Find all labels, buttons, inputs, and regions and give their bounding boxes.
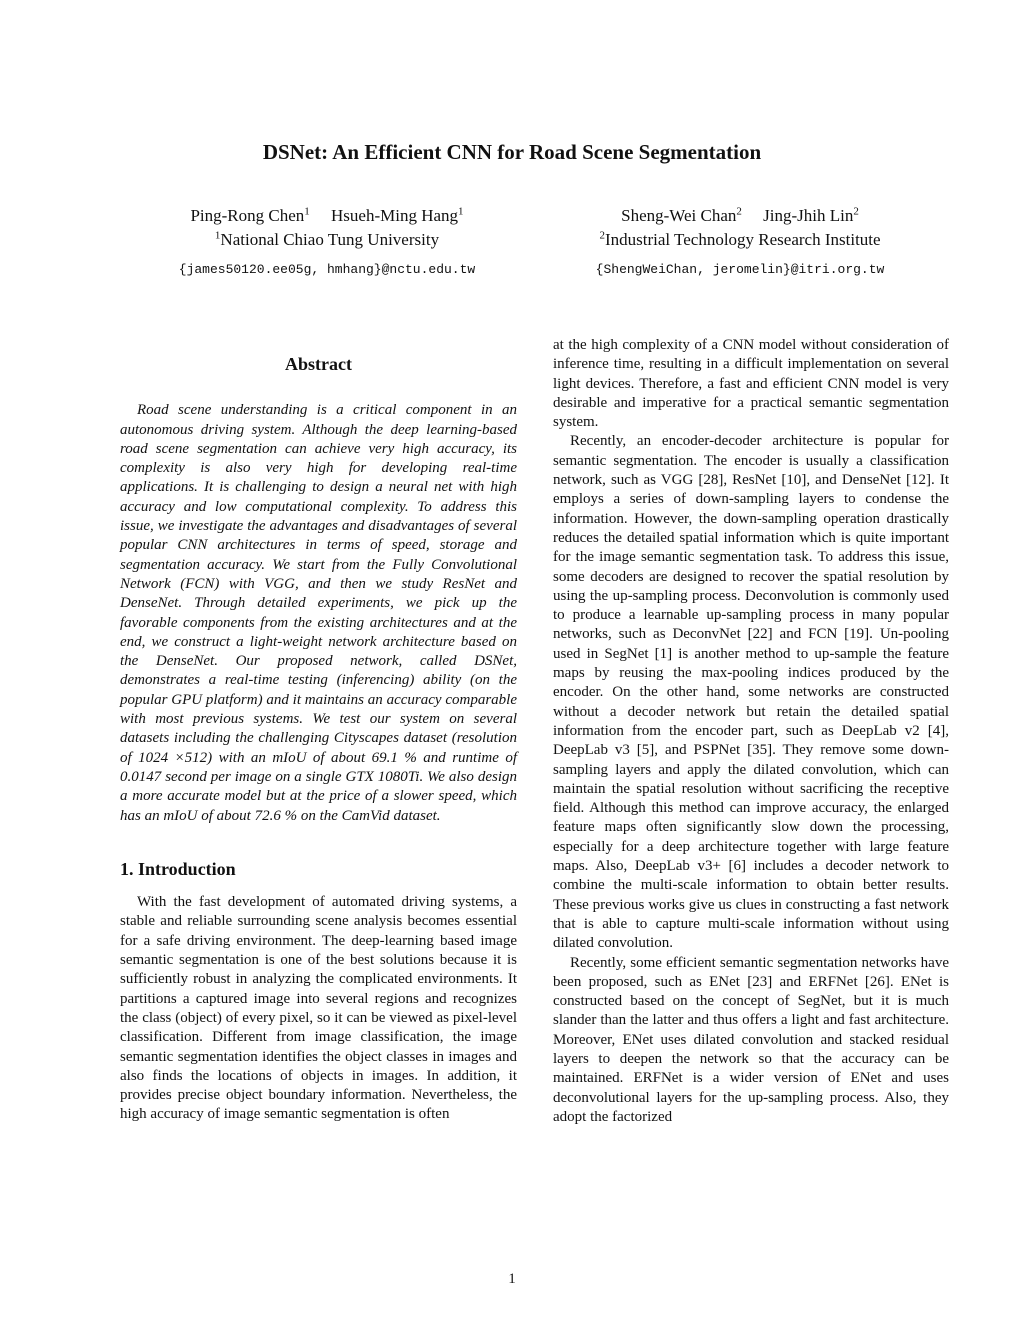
author-names-right — [531, 204, 949, 228]
author-superscript: 1 — [458, 205, 464, 218]
institution-superscript: 2 — [599, 229, 605, 242]
affiliation-left — [120, 204, 534, 282]
author-name: Jing-Jhih Lin — [763, 206, 854, 225]
affiliation-right — [531, 204, 949, 282]
institution-name: National Chiao Tung University — [220, 230, 440, 249]
email-left: {james50120.ee05g, hmhang}@nctu.edu.tw — [178, 262, 476, 277]
institution-name: Industrial Technology Research Institute — [604, 230, 881, 249]
right-column — [553, 336, 949, 1127]
author-names-left — [120, 204, 534, 228]
author-superscript: 2 — [736, 205, 742, 218]
body-paragraph: Recently, some efficient semantic segmentation networks have been proposed, such as ENet [23] and ERFNet [26]. ENet is constructed based on the concept of SegNet, but it is much slander than the latter and thus offers a light and fast architecture. Moreover, ENet uses dilated convolution and stacked residual layers to deepen the network so that the accuracy can be maintained. ERFNet is a wider version of ENet and uses deconvolutional layers for the up-sampling process. Also, they adopt the factorized — [553, 954, 949, 1125]
abstract-text: Road scene understanding is a critical component in an autonomous driving system. Although the deep learning-based road scene segmentation can achieve very high accuracy, its complexity is also very high for developing real-time applications. It is challenging to design a neural net with high accuracy and low computational complexity. To address this issue, we investigate the advantages and disadvantages of several popular CNN architectures in terms of speed, storage and segmentation accuracy. We start from the Fully Convolutional Network (FCN) with VGG, and then we study ResNet and DenseNet. Through detailed experiments, we pick up the favorable components from the existing architectures and at the end, we construct a light-weight network architecture based on the DenseNet. Our proposed network, called DSNet, demonstrates a real-time testing (inferencing) ability (on the popular GPU platform) and it maintains an accuracy comparable with most previous systems. We test our system on several datasets including the challenging Cityscapes dataset (resolution of 1024 ×512) with an mIoU of about 69.1 % and runtime of 0.0147 second per image on a single GTX 1080Ti. We also design a more accurate model but at the price of a slower speed, which has an mIoU of about 72.6 % on the CamVid dataset. — [120, 402, 517, 824]
left-column — [120, 355, 517, 1125]
introduction-paragraph: With the fast development of automated driving systems, a stable and reliable surrounding scene analysis becomes essential for a safe driving environment. The deep-learning based image semantic segmentation is one of the best solutions because it is sufficiently robust in analyzing the complicated environments. It partitions a captured image into several regions and recognizes the class (object) of every pixel, so it can be viewed as pixel-level classification. Different from image classification, the image semantic segmentation identifies the object classes in images and also finds the locations of objects in images. In addition, it provides precise object boundary information. Nevertheless, the high accuracy of image semantic segmentation is often — [120, 894, 517, 1123]
page-number: 1 — [508, 1271, 516, 1287]
author-name: Sheng-Wei Chan — [621, 206, 737, 225]
paper-title: DSNet: An Efficient CNN for Road Scene Segmentation — [262, 140, 762, 164]
continued-paragraph: at the high complexity of a CNN model without consideration of inference time, resulting in a difficult implementation on several light devices. Therefore, a fast and efficient CNN model is very desirable and imperative for a practical semantic segmentation system. — [553, 337, 949, 431]
body-paragraph: Recently, an encoder-decoder architecture is popular for semantic segmentation. The encoder is usually a classification network, such as VGG [28], ResNet [10], and DenseNet [12]. It employs a series of down-sampling layers to condense the information. However, the down-sampling operation drastically reduces the detailed spatial information which is quite important for the image semantic segmentation task. To address this issue, some decoders are designed to recover the spatial resolution by using the up-sampling process. Deconvolution is commonly used to produce a learnable up-sampling process in many popular networks, such as DeconvNet [22] and FCN [19]. Un-pooling used in SegNet [1] is another method to up-sample the feature maps by reusing the max-pooling indices produced by the encoder. On the other hand, some networks are constructed without a decoder network but retain the detailed spatial information from the encoder part, such as DeepLab v2 [4], DeepLab v3 [5], and PSPNet [35]. They remove some down-sampling layers and apply the dilated convolution, which can maintain the spatial resolution without sacrificing the receptive field. Although this method can improve accuracy, the enlarged feature maps often significantly slow down the processing, especially for a deep architecture together with large feature maps. Also, DeepLab v3+ [6] includes a decoder network to combine the multi-scale information to obtain better results. These previous works give us clues in constructing a fast network that is able to capture multi-scale information without using dilated convolution. — [553, 433, 949, 952]
author-name: Hsueh-Ming Hang — [331, 206, 459, 225]
institution-superscript: 1 — [214, 229, 221, 242]
author-name: Ping-Rong Chen — [190, 206, 305, 225]
author-superscript: 2 — [853, 205, 859, 218]
institution-left — [120, 228, 534, 252]
abstract-heading: Abstract — [285, 354, 352, 374]
institution-right — [531, 228, 949, 252]
email-right: {ShengWeiChan, jeromelin}@itri.org.tw — [595, 262, 885, 277]
author-superscript: 1 — [304, 205, 310, 218]
introduction-heading: 1. Introduction — [120, 858, 236, 879]
